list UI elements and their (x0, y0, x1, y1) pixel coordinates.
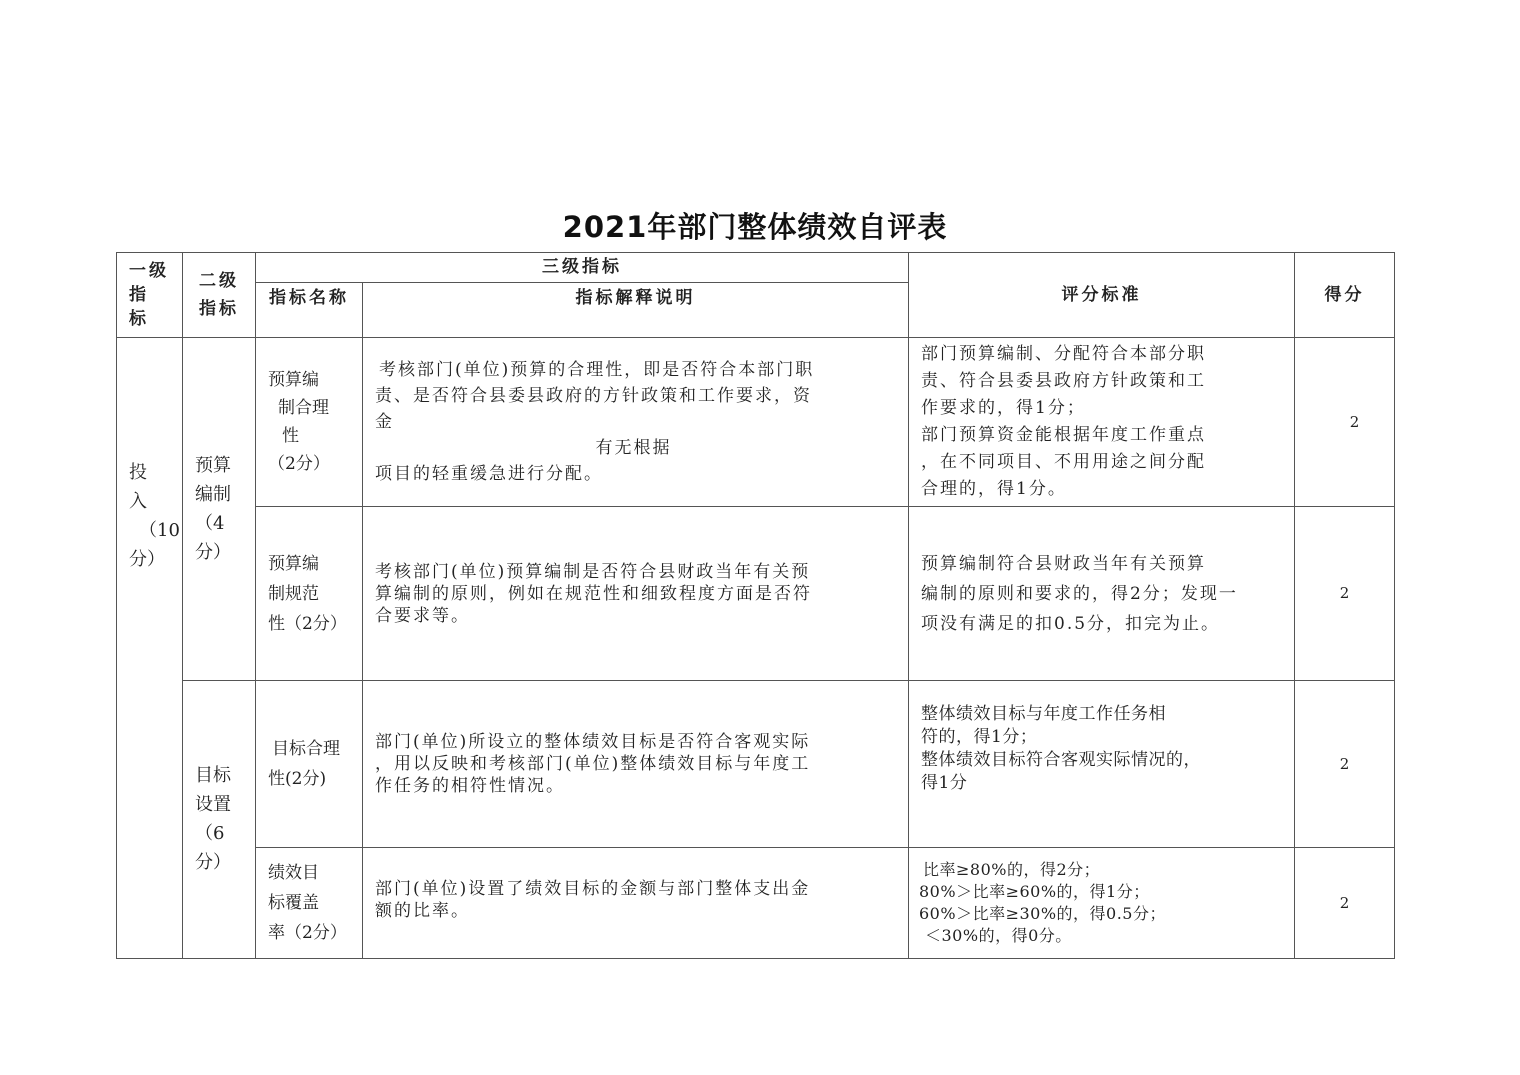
header-level2 (183, 253, 256, 338)
header-score: 得分 (1295, 253, 1395, 338)
indicator-desc-line: 算编制的原则，例如在规范性和细致程度方面是否符 (375, 583, 812, 604)
table-row (117, 507, 1395, 681)
indicator-desc-line: 考核部门(单位)预算的合理性，即是否符合本部门职 (379, 360, 815, 380)
indicator-name-cell (256, 338, 363, 507)
indicator-desc-cell (363, 507, 909, 681)
level2-line: （4 (195, 513, 225, 534)
level1-cell (117, 338, 183, 959)
evaluation-table (116, 252, 1395, 959)
criteria-cell (909, 848, 1295, 959)
criteria-line: 60%＞比率≥30%的，得0.5分； (919, 904, 1166, 923)
indicator-name-cell (256, 507, 363, 681)
criteria-line: 得1分 (921, 773, 968, 793)
criteria-line: 符的，得1分； (921, 727, 1038, 747)
header-indicator-name: 指标名称 (256, 283, 363, 338)
indicator-name-line: 绩效目 (268, 863, 319, 883)
criteria-line: ＜30%的，得0分。 (925, 926, 1072, 945)
indicator-name-line: 标覆盖 (268, 893, 319, 913)
level2-line: 目标 (195, 765, 231, 786)
indicator-desc-line: 部门(单位)所设立的整体绩效目标是否符合客观实际 (375, 732, 811, 752)
indicator-name-line: 目标合理 (272, 739, 340, 759)
criteria-line: 80%＞比率≥60%的，得1分； (919, 882, 1150, 901)
indicator-desc-line: 作任务的相符性情况。 (375, 776, 565, 796)
indicator-name-line: 制规范 (268, 583, 319, 604)
level1-line: （10 (139, 520, 180, 541)
score-cell: 2 (1295, 681, 1395, 848)
header-level2-line: 二级 (199, 271, 239, 291)
indicator-desc-line: 责、是否符合县委县政府的方针政策和工作要求，资 (375, 386, 812, 406)
score-cell: 2 (1295, 848, 1395, 959)
header-criteria: 评分标准 (909, 253, 1295, 338)
criteria-line: 部门预算编制、分配符合本部分职 (921, 344, 1206, 364)
header-level1 (117, 253, 183, 338)
indicator-name-line: 制合理 (278, 398, 329, 418)
criteria-cell (909, 507, 1295, 681)
criteria-line: 合理的，得1分。 (921, 479, 1067, 499)
level2-line: 编制 (195, 484, 231, 505)
criteria-line: 整体绩效目标符合客观实际情况的， (921, 750, 1201, 770)
header-indicator-desc: 指标解释说明 (363, 283, 909, 338)
page-title: 2021年部门整体绩效自评表 (562, 210, 948, 244)
header-row-top (117, 253, 1395, 283)
level2-line: 分） (195, 542, 231, 563)
indicator-desc-line: 额的比率。 (375, 901, 470, 921)
indicator-desc-cell (363, 338, 909, 507)
level2-cell (183, 681, 256, 959)
level1-line: 投 (129, 462, 147, 483)
criteria-line: 编制的原则和要求的，得2分；发现一 (921, 583, 1238, 604)
level2-line: 分） (195, 852, 231, 873)
criteria-line: 整体绩效目标与年度工作任务相 (921, 704, 1166, 724)
table-row (117, 338, 1395, 507)
indicator-desc-cell (363, 848, 909, 959)
criteria-cell (909, 338, 1295, 507)
level1-line: 入 (129, 491, 147, 512)
level2-cell (183, 338, 256, 681)
header-level2-line: 指标 (199, 299, 239, 319)
criteria-line: 项没有满足的扣0.5分，扣完为止。 (921, 613, 1221, 634)
indicator-name-line: 性(2分) (268, 769, 327, 789)
criteria-line: 部门预算资金能根据年度工作重点 (921, 425, 1206, 445)
level1-line: 分） (129, 549, 165, 570)
score-cell: 2 (1295, 338, 1395, 507)
table-row (117, 848, 1395, 959)
criteria-line: 预算编制符合县财政当年有关预算 (921, 553, 1206, 574)
indicator-desc-line: 项目的轻重缓急进行分配。 (375, 464, 603, 484)
indicator-name-line: 性（2分） (268, 613, 347, 634)
criteria-line: 比率≥80%的，得2分； (923, 860, 1101, 879)
indicator-desc-cell (363, 681, 909, 848)
indicator-desc-line: 金 (375, 412, 394, 432)
indicator-desc-line: 合要求等。 (375, 605, 470, 626)
indicator-name-line: 性 (282, 426, 299, 446)
header-level1-line: 标 (129, 309, 149, 329)
criteria-cell (909, 681, 1295, 848)
indicator-name-line: （2分） (268, 454, 330, 474)
table-row (117, 681, 1395, 848)
indicator-name-cell (256, 681, 363, 848)
indicator-desc-line: ，用以反映和考核部门(单位)整体绩效目标与年度工 (375, 754, 811, 774)
indicator-desc-line: 考核部门(单位)预算编制是否符合县财政当年有关预 (375, 561, 811, 582)
indicator-name-line: 预算编 (268, 553, 319, 574)
indicator-desc-line: 有无根据 (595, 438, 672, 458)
criteria-line: 作要求的，得1分； (921, 398, 1086, 418)
criteria-line: 责、符合县委县政府方针政策和工 (921, 371, 1206, 391)
level2-line: 设置 (195, 794, 231, 815)
indicator-name-line: 预算编 (268, 370, 319, 390)
indicator-desc-line: 部门(单位)设置了绩效目标的金额与部门整体支出金 (375, 879, 811, 899)
header-level3: 三级指标 (256, 253, 909, 283)
indicator-name-cell (256, 848, 363, 959)
score-cell: 2 (1295, 507, 1395, 681)
header-level1-line: 一级 (129, 261, 169, 281)
level2-line: （6 (195, 823, 225, 844)
indicator-name-line: 率（2分） (268, 923, 347, 943)
header-level1-line: 指 (129, 285, 149, 305)
level2-line: 预算 (195, 455, 231, 476)
criteria-line: ，在不同项目、不用用途之间分配 (921, 452, 1206, 472)
